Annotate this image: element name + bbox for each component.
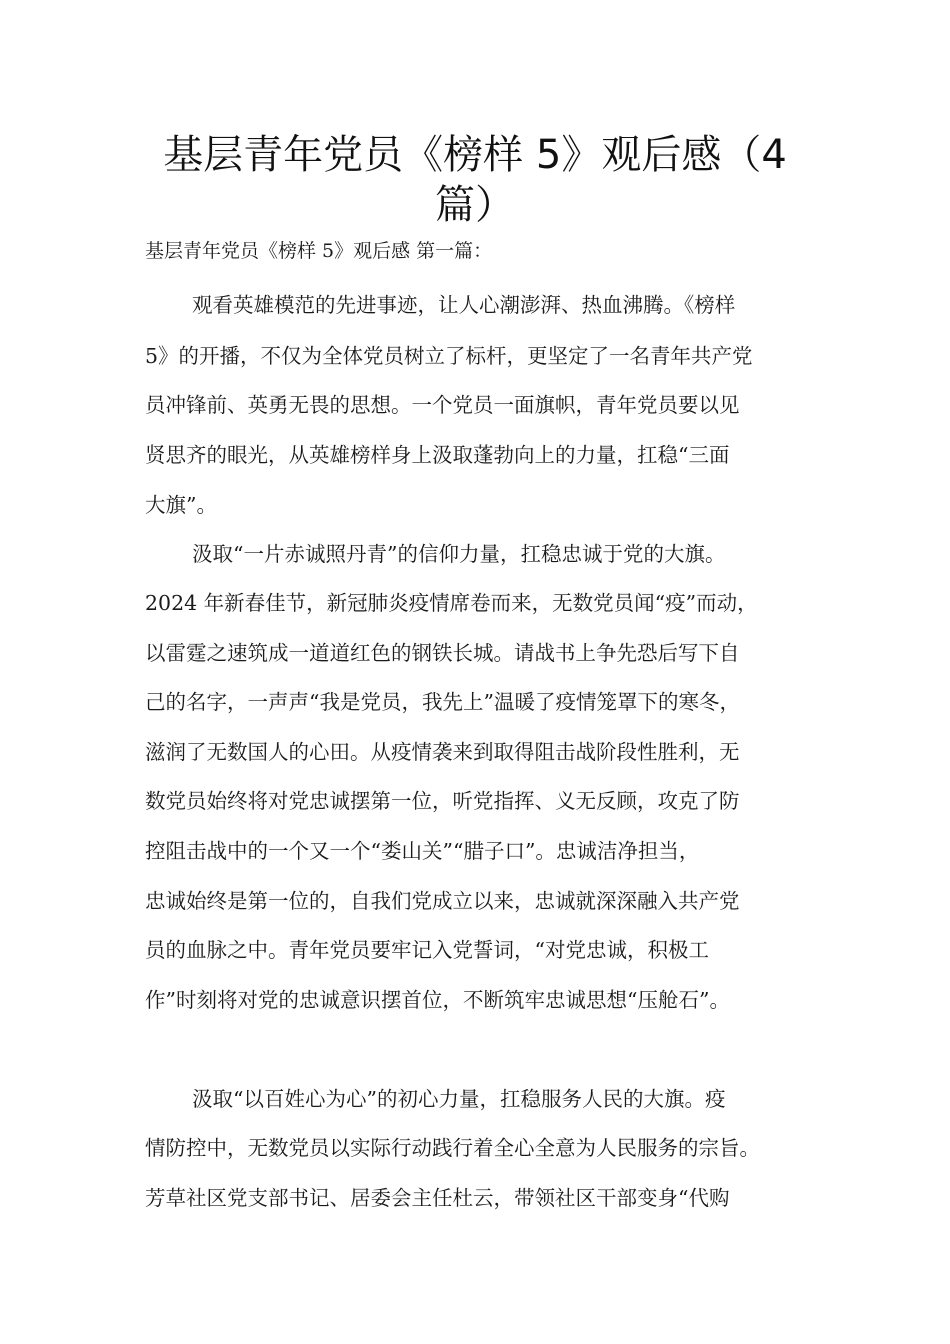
paragraph-line: 员的血脉之中。青年党员要牢记入党誓词，“对党忠诚，积极工 — [145, 938, 709, 962]
paragraph-line: 员冲锋前、英勇无畏的思想。一个党员一面旗帜，青年党员要以见 — [145, 393, 740, 417]
paragraph-line: 忠诚始终是第一位的，自我们党成立以来，忠诚就深深融入共产党 — [145, 889, 740, 913]
paragraph-line: 己的名字，一声声“我是党员，我先上”温暖了疫情笼罩下的寒冬， — [145, 690, 740, 714]
paragraph-line: 贤思齐的眼光，从英雄榜样身上汲取蓬勃向上的力量，扛稳“三面 — [145, 443, 730, 467]
paragraph-line: 汲取“一片赤诚照丹青”的信仰力量，扛稳忠诚于党的大旗。 — [192, 542, 726, 566]
section-heading: 基层青年党员《榜样 5》观后感 第一篇： — [145, 240, 493, 262]
paragraph-line: 大旗”。 — [145, 493, 217, 517]
document-title: 基层青年党员《榜样 5》观后感（4 篇） — [163, 132, 787, 228]
paragraph-line: 芳草社区党支部书记、居委会主任杜云，带领社区干部变身“代购 — [145, 1186, 730, 1210]
paragraph-line: 汲取“以百姓心为心”的初心力量，扛稳服务人民的大旗。疫 — [192, 1087, 726, 1111]
paragraph-line: 观看英雄模范的先进事迹，让人心潮澎湃、热血沸腾。《榜样 — [192, 293, 736, 317]
paragraph-line: 数党员始终将对党忠诚摆第一位，听党指挥、义无反顾，攻克了防 — [145, 789, 740, 813]
paragraph-line: 2024 年新春佳节，新冠肺炎疫情席卷而来，无数党员闻“疫”而动， — [145, 591, 758, 615]
paragraph-line: 滋润了无数国人的心田。从疫情袭来到取得阻击战阶段性胜利，无 — [145, 740, 740, 764]
paragraph-line: 作”时刻将对党的忠诚意识摆首位，不断筑牢忠诚思想“压舱石”。 — [145, 988, 730, 1012]
paragraph-line: 以雷霆之速筑成一道道红色的钢铁长城。请战书上争先恐后写下自 — [145, 641, 740, 665]
paragraph-line: 5》的开播，不仅为全体党员树立了标杆，更坚定了一名青年共产党 — [145, 344, 753, 368]
paragraph-line: 情防控中，无数党员以实际行动践行着全心全意为人民服务的宗旨。 — [145, 1136, 760, 1160]
paragraph-line: 控阻击战中的一个又一个“娄山关”“腊子口”。忠诚洁净担当， — [145, 839, 700, 863]
